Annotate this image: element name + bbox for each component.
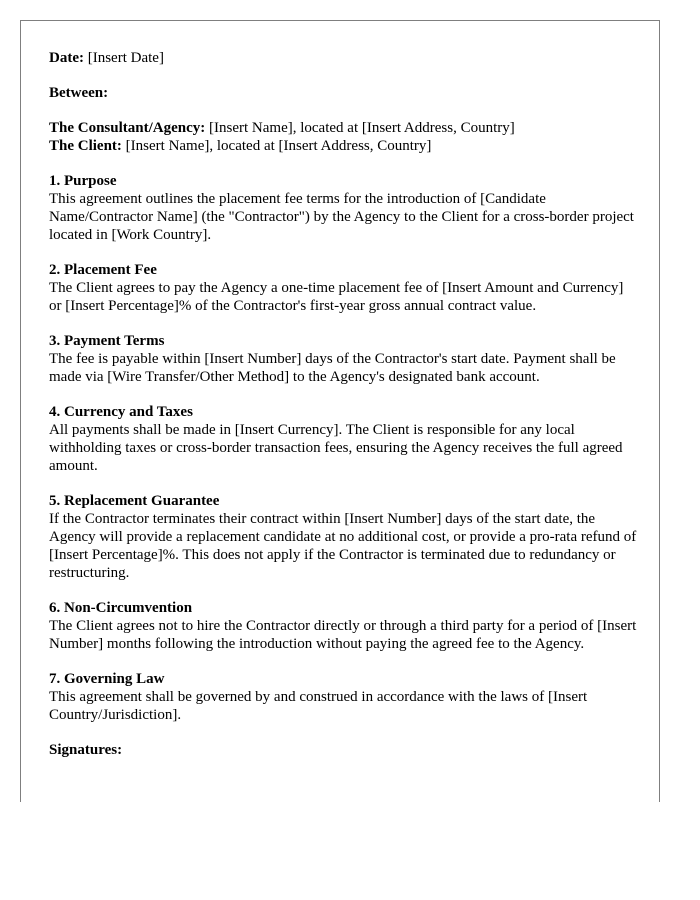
section-body: This agreement shall be governed by and construed in accordance with the laws of [Insert Country/Jurisdiction]. xyxy=(49,689,588,723)
document-page xyxy=(20,20,660,802)
date-line xyxy=(49,49,639,67)
signatures-heading xyxy=(49,741,639,759)
section-placement-fee xyxy=(49,261,639,315)
client-value: [Insert Name], located at [Insert Address, Country] xyxy=(121,138,432,154)
consultant-label: The Consultant/Agency: xyxy=(49,120,206,136)
client-line xyxy=(49,137,639,155)
section-heading: 6. Non-Circumvention xyxy=(49,600,193,616)
section-body: The fee is payable within [Insert Number] days of the Contractor's start date. Payment shall be made via [Wire Transfer/Other Method] to the Agency's designated bank account. xyxy=(49,351,616,385)
section-replacement-guarantee xyxy=(49,492,639,582)
section-heading: 5. Replacement Guarantee xyxy=(49,493,220,509)
section-purpose xyxy=(49,172,639,244)
section-heading: 2. Placement Fee xyxy=(49,262,157,278)
section-heading: 4. Currency and Taxes xyxy=(49,404,193,420)
section-payment-terms xyxy=(49,332,639,386)
signatures-label: Signatures: xyxy=(49,742,123,758)
date-label: Date: xyxy=(49,50,84,66)
between-heading xyxy=(49,84,639,102)
section-body: If the Contractor terminates their contract within [Insert Number] days of the start date, the Agency will provide a replacement candidate at no additional cost, or provide a pro-rata refund of [Insert Percentage]%. This does not apply if the Contractor is terminated due to redundancy or restructuring. xyxy=(49,511,637,581)
section-body: This agreement outlines the placement fee terms for the introduction of [Candidate Name/Contractor Name] (the "Contractor") by the Agency to the Client for a cross-border project located in [Work Country]. xyxy=(49,191,634,243)
section-body: The Client agrees not to hire the Contractor directly or through a third party for a period of [Insert Number] months following the introduction without paying the agreed fee to the Agency. xyxy=(49,618,637,652)
section-heading: 1. Purpose xyxy=(49,173,117,189)
consultant-line xyxy=(49,119,639,137)
section-heading: 3. Payment Terms xyxy=(49,333,165,349)
client-label: The Client: xyxy=(49,138,122,154)
section-non-circumvention xyxy=(49,599,639,653)
section-heading: 7. Governing Law xyxy=(49,671,165,687)
consultant-value: [Insert Name], located at [Insert Address, Country] xyxy=(205,120,515,136)
section-body: The Client agrees to pay the Agency a one-time placement fee of [Insert Amount and Currency] or [Insert Percentage]% of the Contractor's first-year gross annual contract value. xyxy=(49,280,624,314)
date-value: [Insert Date] xyxy=(83,50,164,66)
section-governing-law xyxy=(49,670,639,724)
section-currency-taxes xyxy=(49,403,639,475)
section-body: All payments shall be made in [Insert Currency]. The Client is responsible for any local withholding taxes or cross-border transaction fees, ensuring the Agency receives the full agreed amount. xyxy=(49,422,623,474)
between-label: Between: xyxy=(49,85,109,101)
document-content xyxy=(49,49,639,759)
